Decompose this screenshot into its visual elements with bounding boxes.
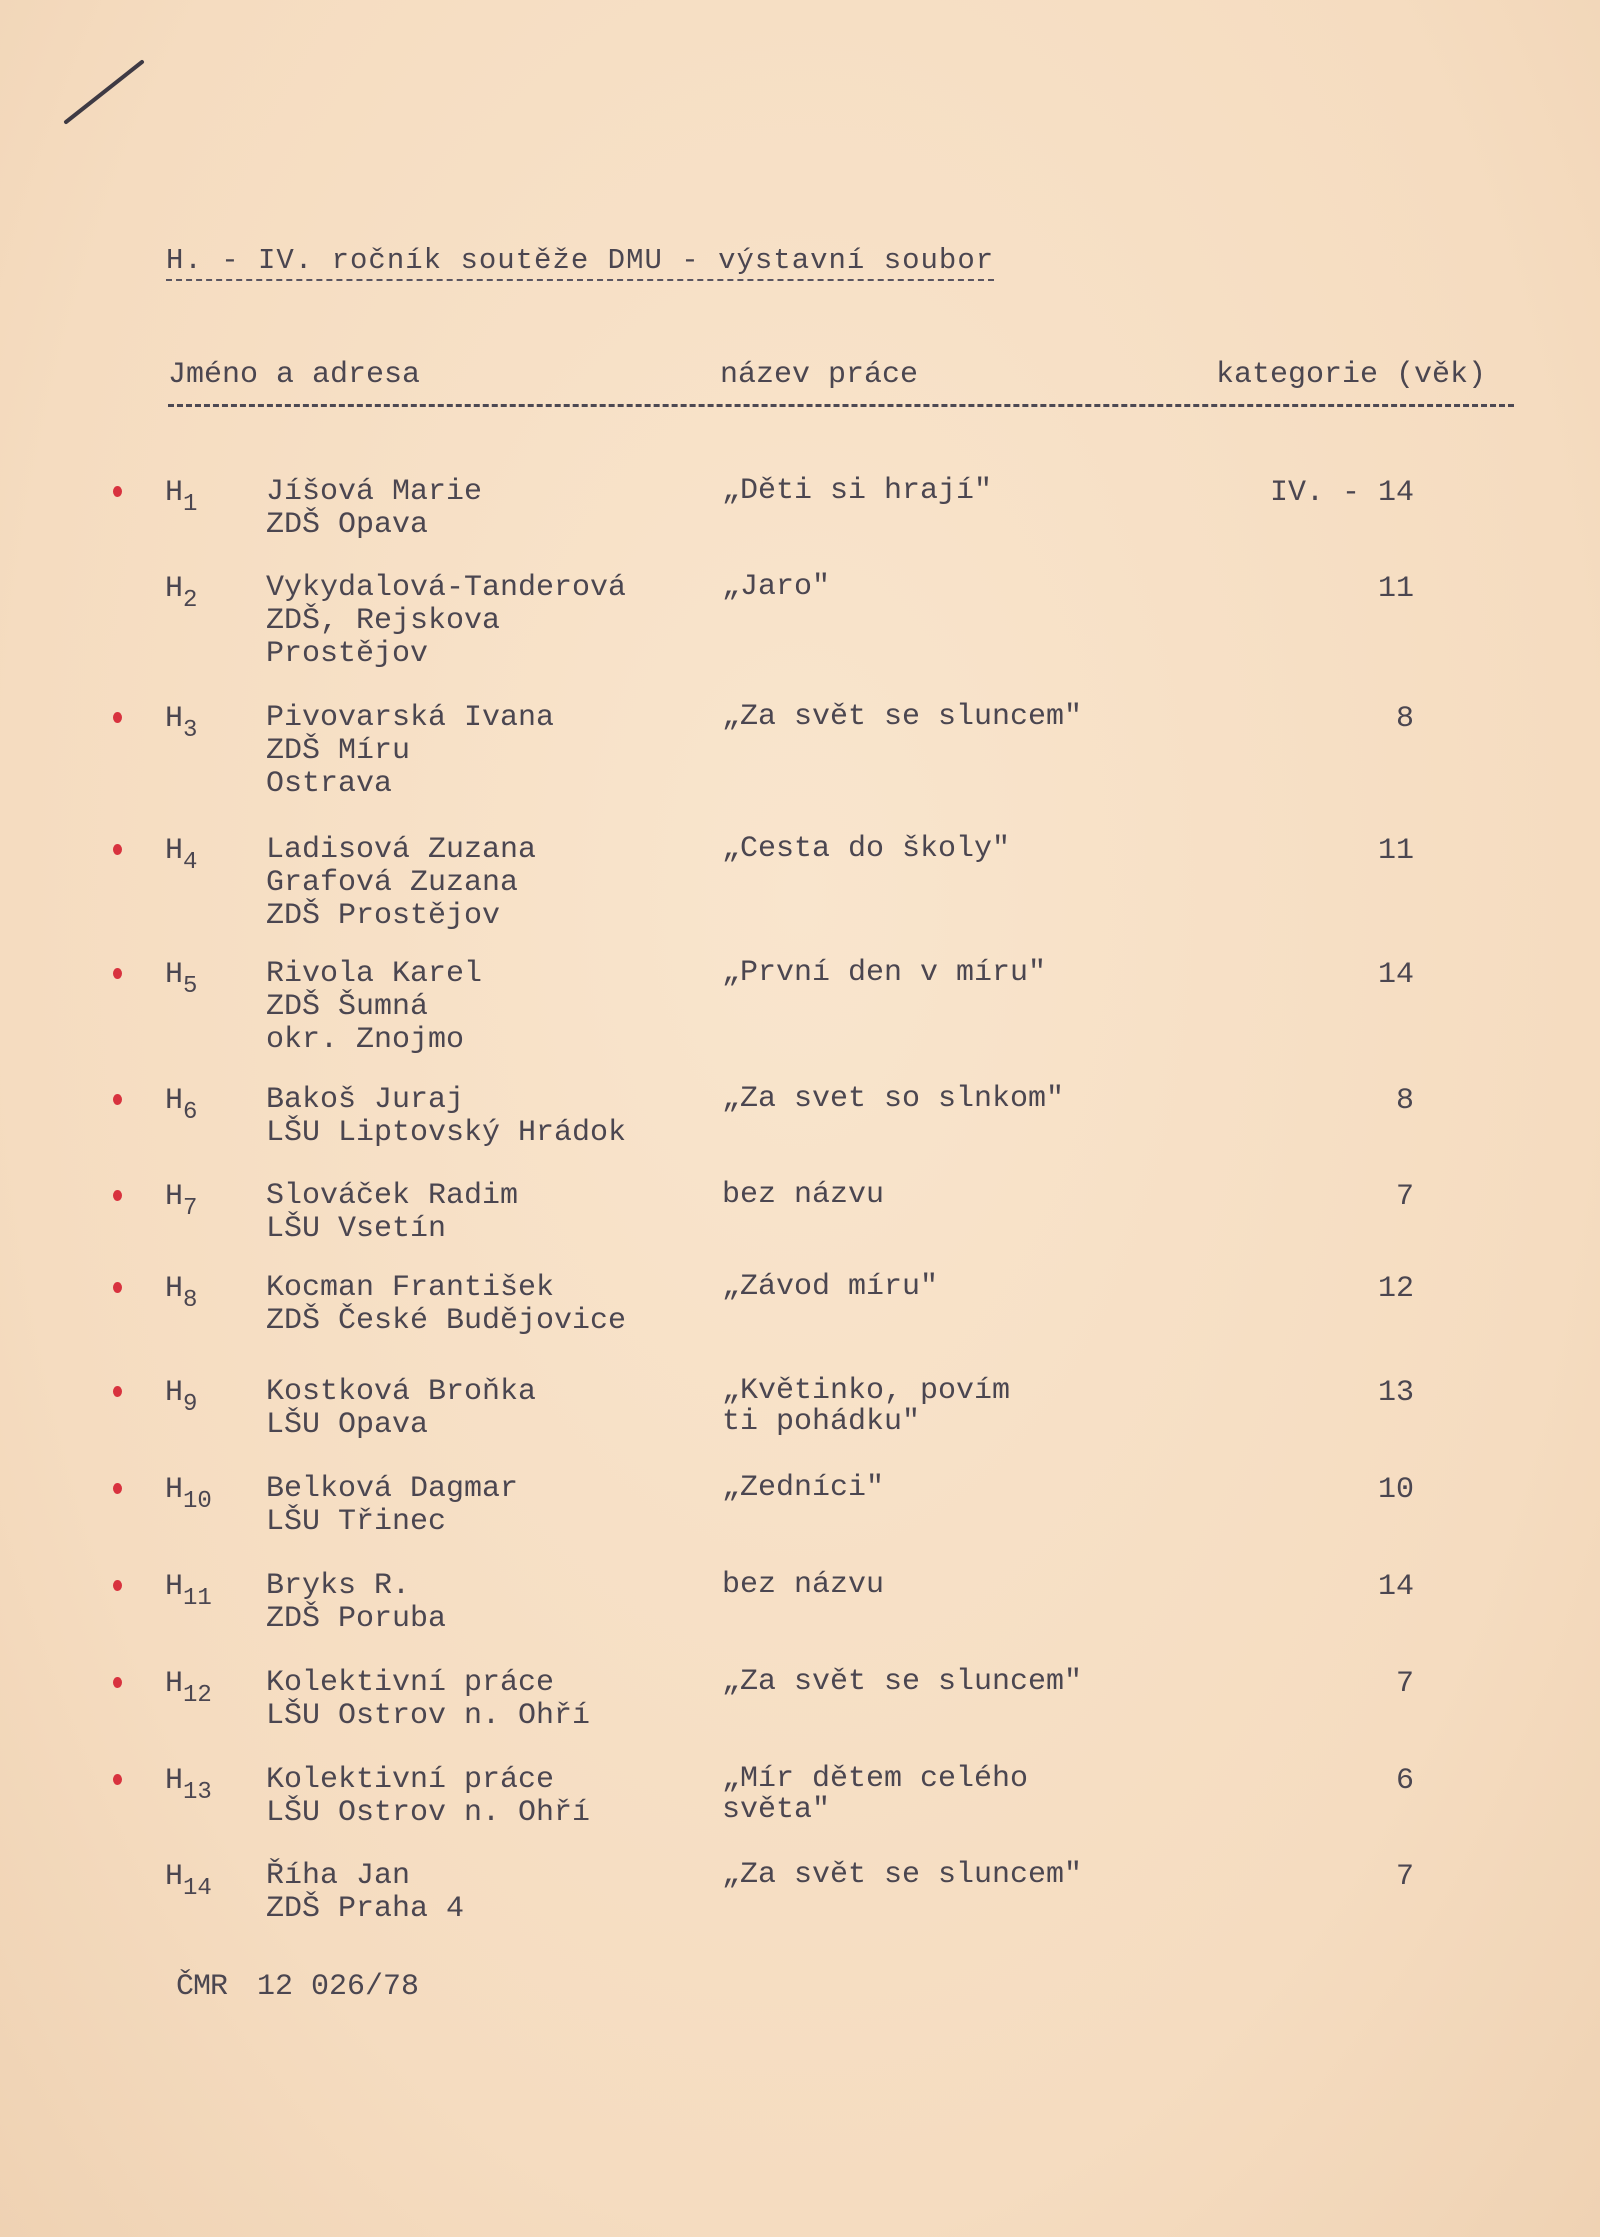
- entry-name-line: Pivovarská Ivana: [266, 701, 555, 735]
- red-mark-icon: [113, 1774, 122, 1785]
- entry-category: IV. - 14: [1269, 476, 1414, 510]
- entry-code-letter: H: [165, 834, 184, 868]
- entry-name-address: [266, 1764, 590, 1830]
- entry-name-line: Ostrava: [266, 767, 393, 801]
- entry-name-line: LŠU Vsetín: [266, 1212, 447, 1246]
- footer-reference: 12 026/78: [257, 1970, 420, 2004]
- column-header-category: kategorie (věk): [1216, 358, 1487, 392]
- entry-row: [0, 956, 1600, 1057]
- entry-work-title: [722, 1084, 1064, 1115]
- entry-row: [0, 1180, 1600, 1270]
- entry-name-line: Vykydalová-Tanderová: [266, 571, 627, 605]
- red-mark-icon: [113, 712, 122, 723]
- entry-code: [165, 958, 198, 1000]
- entry-work-line: „Cesta do školy": [722, 832, 1011, 866]
- red-mark-icon: [113, 486, 122, 497]
- entry-name-line: Říha Jan: [266, 1859, 411, 1893]
- column-header-name: Jméno a adresa: [168, 358, 421, 392]
- entry-work-title: [722, 1180, 884, 1211]
- entry-name-line: LŠU Třinec: [266, 1505, 447, 1539]
- entry-name-line: LŠU Liptovský Hrádok: [266, 1116, 627, 1150]
- entry-code-letter: H: [165, 1473, 184, 1507]
- entry-name-address: [266, 958, 482, 1057]
- entry-name-address: [266, 476, 482, 542]
- entry-name-address: [266, 1473, 518, 1539]
- entry-work-title: [722, 1764, 1028, 1826]
- entry-code: [165, 1084, 198, 1126]
- entry-code-letter: H: [165, 1570, 184, 1604]
- entry-work-line: „Za svět se sluncem": [722, 700, 1083, 734]
- red-mark-icon: [113, 1094, 122, 1105]
- entry-code: [165, 1667, 212, 1709]
- entry-code: [165, 702, 198, 744]
- entry-name-line: LŠU Ostrov n. Ohří: [266, 1699, 591, 1733]
- entry-name-address: [266, 1570, 446, 1636]
- entry-row: [0, 570, 1600, 671]
- entry-row: [0, 1764, 1600, 1854]
- entry-code-letter: H: [165, 1860, 184, 1894]
- entry-work-line: „Jaro": [722, 570, 831, 604]
- entry-category: 14: [1377, 958, 1414, 992]
- entry-code: [165, 1764, 212, 1806]
- entry-name-line: Jíšová Marie: [266, 475, 483, 509]
- entry-work-title: [722, 476, 992, 507]
- entry-name-line: ZDŠ Opava: [266, 508, 429, 542]
- entry-code: [165, 1376, 198, 1418]
- entry-code-letter: H: [165, 1180, 184, 1214]
- entry-work-title: [722, 1860, 1082, 1891]
- entry-name-line: LŠU Opava: [266, 1408, 429, 1442]
- entry-name-line: okr. Znojmo: [266, 1023, 465, 1057]
- entry-name-line: ZDŠ, Rejskova: [266, 604, 501, 638]
- entry-category: 7: [1395, 1667, 1414, 1701]
- entry-name-line: Bakoš Juraj: [266, 1083, 465, 1117]
- entry-name-address: [266, 834, 536, 933]
- header-divider: [168, 404, 1514, 407]
- entry-name-line: ZDŠ Poruba: [266, 1602, 447, 1636]
- entry-work-title: [722, 1570, 884, 1601]
- entry-category: 8: [1395, 1084, 1414, 1118]
- entry-category: 11: [1377, 834, 1414, 868]
- entry-name-address: [266, 1860, 464, 1926]
- entry-code-number: 12: [183, 1682, 212, 1709]
- entry-code-number: 1: [183, 491, 198, 518]
- entry-name-line: ZDŠ Míru: [266, 734, 411, 768]
- entry-code-number: 11: [183, 1585, 212, 1612]
- entry-work-line: „Závod míru": [722, 1270, 939, 1304]
- entry-category: 10: [1377, 1473, 1414, 1507]
- red-mark-icon: [113, 1580, 122, 1591]
- entry-work-line: „Květinko, povím: [722, 1374, 1011, 1408]
- entry-row: [0, 1860, 1600, 1950]
- entry-category: 14: [1377, 1570, 1414, 1604]
- entry-code: [165, 1570, 212, 1612]
- entry-name-address: [266, 1667, 590, 1733]
- entry-code-letter: H: [165, 1667, 184, 1701]
- entry-work-line: „První den v míru": [722, 956, 1047, 990]
- entry-row: [0, 700, 1600, 801]
- entry-code: [165, 834, 198, 876]
- entry-name-line: Belková Dagmar: [266, 1472, 519, 1506]
- entry-name-line: Grafová Zuzana: [266, 866, 519, 900]
- red-mark-icon: [113, 1677, 122, 1688]
- entry-code-letter: H: [165, 958, 184, 992]
- entry-category: 8: [1395, 702, 1414, 736]
- entry-name-line: LŠU Ostrov n. Ohří: [266, 1796, 591, 1830]
- entry-work-line: bez názvu: [722, 1568, 885, 1602]
- entry-work-line: „Za svet so slnkom": [722, 1082, 1065, 1116]
- entry-code-letter: H: [165, 476, 184, 510]
- entry-name-address: [266, 1180, 518, 1246]
- entry-name-line: Kocman František: [266, 1271, 555, 1305]
- entry-code-letter: H: [165, 702, 184, 736]
- entry-code-number: 13: [183, 1779, 212, 1806]
- entry-row: [0, 476, 1600, 566]
- entry-code-number: 10: [183, 1488, 212, 1515]
- red-mark-icon: [113, 1282, 122, 1293]
- entry-name-line: Ladisová Zuzana: [266, 833, 537, 867]
- entry-work-line: „Mír dětem celého: [722, 1762, 1029, 1796]
- entry-code-number: 5: [183, 973, 198, 1000]
- document-title: H. - IV. ročník soutěže DMU - výstavní soubor: [166, 244, 994, 281]
- entry-work-title: [722, 1667, 1082, 1698]
- entry-code-number: 4: [183, 849, 198, 876]
- entry-code: [165, 1473, 212, 1515]
- entry-code: [165, 572, 198, 614]
- entry-row: [0, 1272, 1600, 1362]
- entry-code: [165, 1272, 198, 1314]
- entry-row: [0, 1473, 1600, 1563]
- entry-code-number: 8: [183, 1287, 198, 1314]
- entry-work-title: [722, 958, 1046, 989]
- column-header-work: název práce: [720, 358, 919, 392]
- entry-name-address: [266, 1272, 626, 1338]
- entry-work-title: [722, 702, 1082, 733]
- entry-name-line: Prostějov: [266, 637, 429, 671]
- entry-code-number: 3: [183, 717, 198, 744]
- entry-row: [0, 1376, 1600, 1466]
- document-footer: [176, 1970, 419, 2004]
- entry-row: [0, 1570, 1600, 1660]
- entry-name-line: Bryks R.: [266, 1569, 411, 1603]
- entry-work-line: „Děti si hrají": [722, 474, 993, 508]
- entry-name-line: ZDŠ Šumná: [266, 990, 429, 1024]
- entry-name-address: [266, 572, 626, 671]
- entry-work-line: „Zedníci": [722, 1471, 885, 1505]
- entry-code-letter: H: [165, 572, 184, 606]
- entry-row: [0, 1084, 1600, 1174]
- entry-work-title: [722, 834, 1010, 865]
- entry-code-number: 9: [183, 1391, 198, 1418]
- entry-name-address: [266, 1084, 626, 1150]
- entry-code: [165, 1860, 212, 1902]
- entry-code: [165, 1180, 198, 1222]
- entry-code-letter: H: [165, 1376, 184, 1410]
- entry-name-line: Kolektivní práce: [266, 1763, 555, 1797]
- entry-work-title: [722, 1272, 938, 1303]
- entry-code: [165, 476, 198, 518]
- entry-name-line: Slováček Radim: [266, 1179, 519, 1213]
- entry-work-title: [722, 572, 830, 603]
- entry-work-line: „Za svět se sluncem": [722, 1858, 1083, 1892]
- entry-code-letter: H: [165, 1084, 184, 1118]
- entry-name-line: Kolektivní práce: [266, 1666, 555, 1700]
- red-mark-icon: [113, 968, 122, 979]
- entry-code-number: 6: [183, 1099, 198, 1126]
- entry-name-line: ZDŠ Prostějov: [266, 899, 501, 933]
- red-mark-icon: [113, 844, 122, 855]
- entry-category: 6: [1395, 1764, 1414, 1798]
- entry-name-line: ZDŠ České Budějovice: [266, 1304, 627, 1338]
- entry-work-line: světa": [722, 1793, 831, 1827]
- entry-code-number: 2: [183, 587, 198, 614]
- entry-work-line: „Za svět se sluncem": [722, 1665, 1083, 1699]
- entry-code-letter: H: [165, 1764, 184, 1798]
- red-mark-icon: [113, 1190, 122, 1201]
- entry-name-line: Kostková Broňka: [266, 1375, 537, 1409]
- red-mark-icon: [113, 1483, 122, 1494]
- entry-code-letter: H: [165, 1272, 184, 1306]
- entry-name-line: ZDŠ Praha 4: [266, 1892, 465, 1926]
- entry-row: [0, 832, 1600, 933]
- entry-work-line: bez názvu: [722, 1178, 885, 1212]
- pen-slash-mark: [60, 56, 150, 128]
- entry-code-number: 7: [183, 1195, 198, 1222]
- entry-name-address: [266, 1376, 536, 1442]
- entry-category: 12: [1377, 1272, 1414, 1306]
- footer-agency: ČMR: [176, 1970, 228, 2004]
- entry-category: 13: [1377, 1376, 1414, 1410]
- entry-work-title: [722, 1376, 1010, 1438]
- entry-name-line: Rivola Karel: [266, 957, 483, 991]
- entry-category: 7: [1395, 1860, 1414, 1894]
- entry-name-address: [266, 702, 554, 801]
- entry-work-title: [722, 1473, 884, 1504]
- entry-category: 7: [1395, 1180, 1414, 1214]
- entry-row: [0, 1667, 1600, 1757]
- red-mark-icon: [113, 1386, 122, 1397]
- entry-code-number: 14: [183, 1875, 212, 1902]
- entry-work-line: ti pohádku": [722, 1405, 921, 1439]
- entry-category: 11: [1377, 572, 1414, 606]
